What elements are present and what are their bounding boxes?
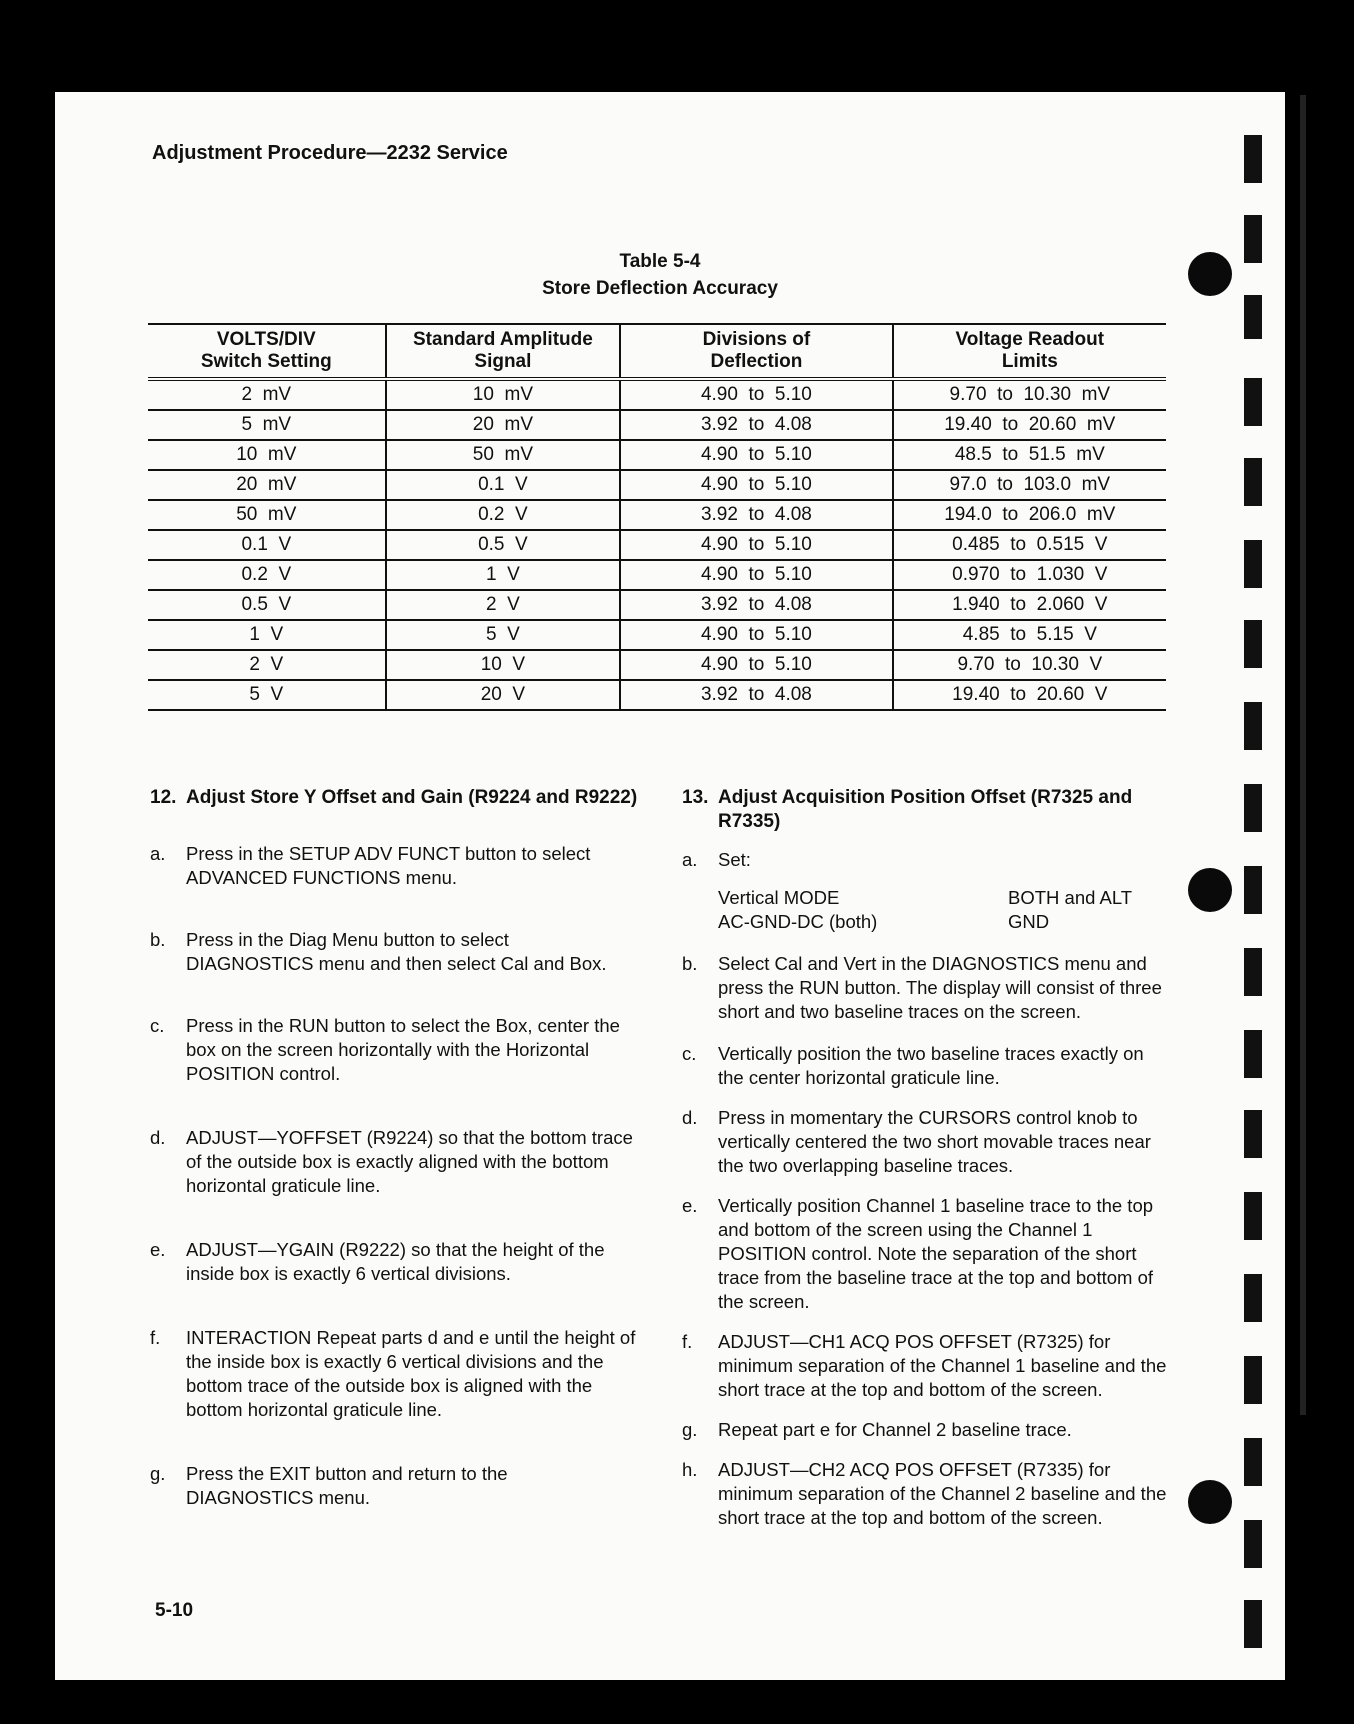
column-header: Voltage Readout Limits bbox=[955, 329, 1105, 372]
table-cell: 4.90 to 5.10 bbox=[621, 531, 893, 559]
table-cell: 10 V bbox=[387, 651, 622, 679]
index-tab bbox=[1244, 135, 1262, 183]
deflection-table bbox=[148, 323, 1166, 711]
table-cell: 50 mV bbox=[148, 501, 387, 529]
table-cell: 5 mV bbox=[148, 411, 387, 439]
step-f: f. INTERACTION Repeat parts d and e until the height of the inside box is exactly 6 vertical divisions and the bottom trace of the outside box is aligned with the bottom horizontal graticule line. bbox=[150, 1327, 636, 1420]
table-row bbox=[148, 591, 1166, 621]
table-cell: 4.90 to 5.10 bbox=[621, 561, 893, 589]
table-cell: 0.970 to 1.030 V bbox=[952, 564, 1108, 585]
table-cell: 19.40 to 20.60 mV bbox=[944, 414, 1116, 435]
table-cell: 9.70 to 10.30 mV bbox=[949, 384, 1111, 405]
section-heading-12: 12. Adjust Store Y Offset and Gain (R9224 and R9222) bbox=[150, 787, 638, 808]
table-cell: 4.85 to 5.15 V bbox=[962, 624, 1097, 645]
table-cell: 20 V bbox=[387, 681, 622, 709]
table-cell: 2 V bbox=[387, 591, 622, 619]
setting-value: BOTH and ALT bbox=[1008, 887, 1133, 908]
index-tab bbox=[1244, 540, 1262, 588]
table-row bbox=[148, 651, 1166, 681]
table-cell: 0.5 V bbox=[148, 591, 387, 619]
table-row bbox=[148, 441, 1166, 471]
left-column bbox=[150, 786, 640, 1510]
index-tab bbox=[1244, 1274, 1262, 1322]
index-tab bbox=[1244, 1192, 1262, 1240]
table-cell: 0.2 V bbox=[387, 501, 622, 529]
table-row bbox=[148, 531, 1166, 561]
table-cell: 0.1 V bbox=[387, 471, 622, 499]
table-cell: 1 V bbox=[148, 621, 387, 649]
page-edge bbox=[1300, 95, 1306, 1415]
step-g: g. Press the EXIT button and return to the DIAGNOSTICS menu. bbox=[150, 1463, 508, 1508]
table-cell: 4.90 to 5.10 bbox=[621, 471, 893, 499]
setting-name: AC-GND-DC (both) bbox=[718, 911, 878, 932]
table-cell: 1 V bbox=[387, 561, 622, 589]
table-cell: 3.92 to 4.08 bbox=[621, 501, 893, 529]
table-cell: 20 mV bbox=[387, 411, 622, 439]
table-row bbox=[148, 561, 1166, 591]
running-header: Adjustment Procedure—2232 Service bbox=[152, 142, 508, 164]
table-cell: 20 mV bbox=[148, 471, 387, 499]
table-cell: 10 mV bbox=[148, 441, 387, 469]
table-cell: 10 mV bbox=[387, 381, 622, 409]
table-cell: 3.92 to 4.08 bbox=[621, 681, 893, 709]
index-tab bbox=[1244, 784, 1262, 832]
table-cell: 19.40 to 20.60 V bbox=[952, 684, 1108, 705]
table-header-row bbox=[148, 325, 1166, 381]
table-row bbox=[148, 381, 1166, 411]
table-cell: 2 mV bbox=[148, 381, 387, 409]
index-tab bbox=[1244, 948, 1262, 996]
step-g: g. Repeat part e for Channel 2 baseline trace. bbox=[682, 1419, 1072, 1440]
step-e: e. ADJUST—YGAIN (R9222) so that the height of the inside box is exactly 6 vertical divisions. bbox=[150, 1239, 605, 1284]
index-tab bbox=[1244, 1438, 1262, 1486]
step-h: h. ADJUST—CH2 ACQ POS OFFSET (R7335) for minimum separation of the Channel 2 baseline and the short trace at the top and bottom of the screen. bbox=[682, 1459, 1167, 1528]
table-cell: 9.70 to 10.30 V bbox=[957, 654, 1103, 675]
table-cell: 0.2 V bbox=[148, 561, 387, 589]
table-cell: 4.90 to 5.10 bbox=[621, 381, 893, 409]
table-cell: 194.0 to 206.0 mV bbox=[944, 504, 1116, 525]
table-cell: 0.5 V bbox=[387, 531, 622, 559]
step-a: a. Set: bbox=[682, 849, 751, 870]
index-tab bbox=[1244, 1600, 1262, 1648]
step-b: b. Press in the Diag Menu button to select DIAGNOSTICS menu and then select Cal and Box. bbox=[150, 929, 607, 974]
step-d: d. ADJUST—YOFFSET (R9224) so that the bottom trace of the outside box is exactly aligned with the bottom horizontal graticule line. bbox=[150, 1127, 633, 1196]
table-cell: 3.92 to 4.08 bbox=[621, 591, 893, 619]
table-cell: 0.485 to 0.515 V bbox=[952, 534, 1108, 555]
punch-hole bbox=[1188, 1480, 1232, 1524]
table-row bbox=[148, 471, 1166, 501]
step-f: f. ADJUST—CH1 ACQ POS OFFSET (R7325) for minimum separation of the Channel 1 baseline and the short trace at the top and bottom of the screen. bbox=[682, 1331, 1167, 1400]
table-cell: 5 V bbox=[387, 621, 622, 649]
step-b: b. Select Cal and Vert in the DIAGNOSTICS menu and press the RUN button. The display will consist of three short and two baseline traces on the screen. bbox=[682, 953, 1162, 1022]
step-c: c. Vertically position the two baseline traces exactly on the center horizontal graticule line. bbox=[682, 1043, 1144, 1088]
right-steps bbox=[682, 952, 1172, 1530]
index-tab bbox=[1244, 1356, 1262, 1404]
setting-value: GND bbox=[1008, 911, 1050, 932]
step-d: d. Press in momentary the CURSORS control knob to vertically centered the two short movable traces near the two overlapping baseline traces. bbox=[682, 1107, 1151, 1176]
table-row bbox=[148, 501, 1166, 531]
table-cell: 50 mV bbox=[387, 441, 622, 469]
index-tab bbox=[1244, 1030, 1262, 1078]
index-tab bbox=[1244, 295, 1262, 339]
settings-list bbox=[718, 886, 1172, 934]
table-body bbox=[148, 381, 1166, 711]
punch-hole bbox=[1188, 252, 1232, 296]
table-row bbox=[148, 411, 1166, 441]
table-cell: 4.90 to 5.10 bbox=[621, 651, 893, 679]
page-number: 5-10 bbox=[155, 1600, 194, 1621]
table-cell: 1.940 to 2.060 V bbox=[952, 594, 1108, 615]
table-cell: 2 V bbox=[148, 651, 387, 679]
index-tab bbox=[1244, 1110, 1262, 1158]
column-header: Divisions of Deflection bbox=[621, 325, 893, 377]
index-tab bbox=[1244, 866, 1262, 914]
index-tab bbox=[1244, 215, 1262, 263]
step-c: c. Press in the RUN button to select the Box, center the box on the screen horizontally with the Horizontal POSITION control. bbox=[150, 1015, 620, 1084]
table-row bbox=[148, 681, 1166, 711]
table-cell: 4.90 to 5.10 bbox=[621, 621, 893, 649]
table-cell: 5 V bbox=[148, 681, 387, 709]
index-tab bbox=[1244, 702, 1262, 750]
table-row bbox=[148, 621, 1166, 651]
table-title: Store Deflection Accuracy bbox=[542, 278, 778, 299]
table-cell: 4.90 to 5.10 bbox=[621, 441, 893, 469]
table-number: Table 5-4 bbox=[619, 251, 701, 272]
left-steps bbox=[150, 842, 640, 1510]
setting-name: Vertical MODE bbox=[718, 887, 840, 908]
index-tab bbox=[1244, 1520, 1262, 1568]
step-a: a. Press in the SETUP ADV FUNCT button to select ADVANCED FUNCTIONS menu. bbox=[150, 843, 591, 888]
table-cell: 97.0 to 103.0 mV bbox=[949, 474, 1111, 495]
index-tab bbox=[1244, 458, 1262, 506]
step-e: e. Vertically position Channel 1 baseline trace to the top and bottom of the screen using the Channel 1 POSITION control. Note the separation of the short trace from the baseline trace at the top and bottom of the screen. bbox=[682, 1195, 1154, 1312]
right-column bbox=[682, 786, 1172, 1530]
index-tab bbox=[1244, 620, 1262, 668]
table-cell: 48.5 to 51.5 mV bbox=[954, 444, 1105, 465]
index-tab bbox=[1244, 378, 1262, 426]
column-header: VOLTS/DIV Switch Setting bbox=[148, 325, 387, 377]
table-caption bbox=[480, 248, 840, 302]
table-cell: 3.92 to 4.08 bbox=[621, 411, 893, 439]
column-header: Standard Amplitude Signal bbox=[387, 325, 622, 377]
section-heading-13: 13. Adjust Acquisition Position Offset (R7325 and R7335) bbox=[682, 787, 1133, 832]
table-cell: 0.1 V bbox=[148, 531, 387, 559]
